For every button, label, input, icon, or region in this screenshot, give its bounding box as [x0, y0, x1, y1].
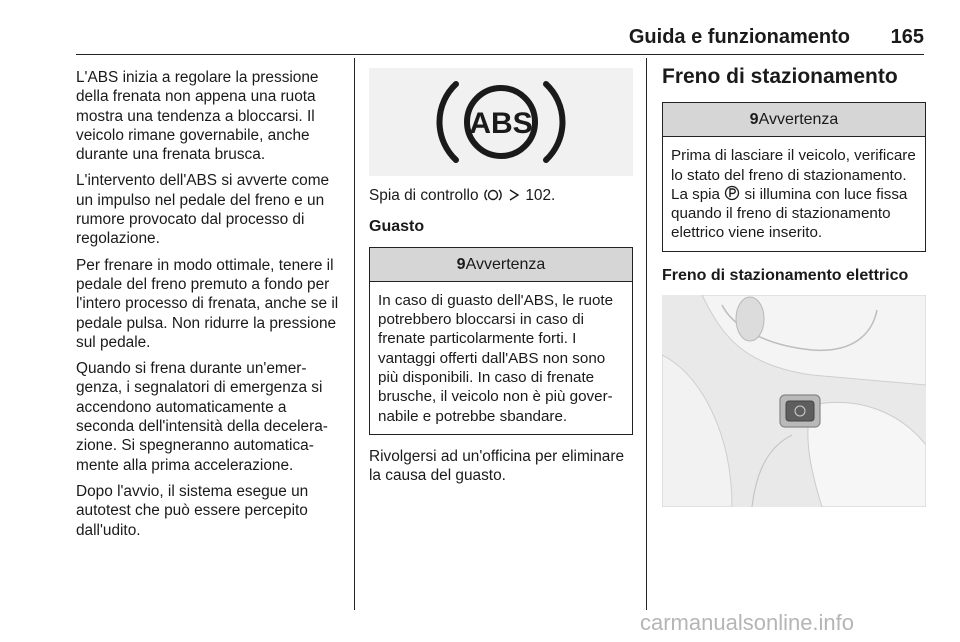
column-1	[76, 68, 342, 547]
abs-small-icon	[483, 188, 503, 202]
warning-box	[662, 102, 926, 252]
page-header-title: Guida e funzionamento	[628, 26, 850, 48]
figure-caption	[369, 186, 633, 205]
warning-header	[663, 103, 925, 137]
page-number: 165	[890, 26, 924, 48]
warning-triangle-icon: 9	[456, 255, 466, 273]
section-heading-guasto: Guasto	[369, 218, 425, 236]
warning-text-start: Prima di lasciare il veicolo, verificare lo stato del freno di stazionamento. La spia	[671, 147, 916, 203]
abs-warning-light-figure	[369, 68, 633, 176]
column-divider-left	[354, 58, 355, 610]
subheading-electric-parking-brake: Freno di stazionamento elettrico	[662, 266, 909, 284]
center-console-photo	[662, 295, 926, 507]
warning-body	[663, 137, 925, 250]
caption-text: Spia di controllo	[369, 187, 479, 204]
paragraph: Rivolgersi ad un'officina per eliminare la causa del guasto.	[369, 447, 625, 485]
warning-box	[369, 247, 633, 435]
column-2	[369, 68, 633, 486]
column-divider-right	[646, 58, 647, 610]
caption-page-ref: 102.	[525, 187, 556, 204]
parking-brake-light-icon	[724, 185, 740, 201]
paragraph: L'intervento dell'ABS si avverte come un impulso nel pedale del freno e un rumore provocato dal processo di regolazione.	[76, 172, 330, 248]
parking-brake-switch-illustration	[662, 295, 926, 507]
warning-title: Avvertenza	[758, 111, 839, 128]
column-3	[662, 64, 926, 507]
warning-text-end: si illumina con luce fissa quando il freno di stazionamento elettrico viene inserito.	[671, 185, 908, 242]
warning-triangle-icon: 9	[749, 111, 759, 128]
paragraph: Dopo l'avvio, il sistema esegue un autotest che può essere percepito dall'udito.	[76, 482, 309, 539]
warning-body: In caso di guasto dell'ABS, le ruote potrebbero bloccarsi in caso di frenate particolarmente forti. I vantaggi offerti dall'ABS non sono più disponibili. In caso di frenate brusche, il veicolo non è più governabile e potrebbe sbandare.	[378, 291, 614, 425]
section-heading-parking-brake: Freno di stazionamento	[662, 65, 898, 88]
header-rule	[76, 54, 924, 55]
page-reference-icon	[507, 188, 521, 202]
paragraph: L'ABS inizia a regolare la pressione della frenata non appena una ruota mostra una tendenza a bloccarsi. Il veicolo rimane governabile, anche durante una frenata brusca.	[76, 69, 319, 164]
warning-title: Avvertenza	[465, 255, 546, 273]
paragraph: Quando si frena durante un'emergenza, i segnalatori di emergenza si accendono automaticamente a seconda dell'intensità della decelerazione. Si spegneranno automaticamente alla prima accelerazione.	[76, 360, 328, 474]
abs-icon-label: ABS	[469, 107, 533, 140]
paragraph: Per frenare in modo ottimale, tenere il pedale del freno premuto a fondo per l'intero processo di frenata, anche se il pedale pulsa. Non ridurre la pressione sul pedale.	[76, 256, 339, 351]
watermark: carmanualsonline.info	[640, 610, 855, 635]
abs-light-icon	[426, 72, 576, 172]
warning-header	[370, 248, 632, 282]
